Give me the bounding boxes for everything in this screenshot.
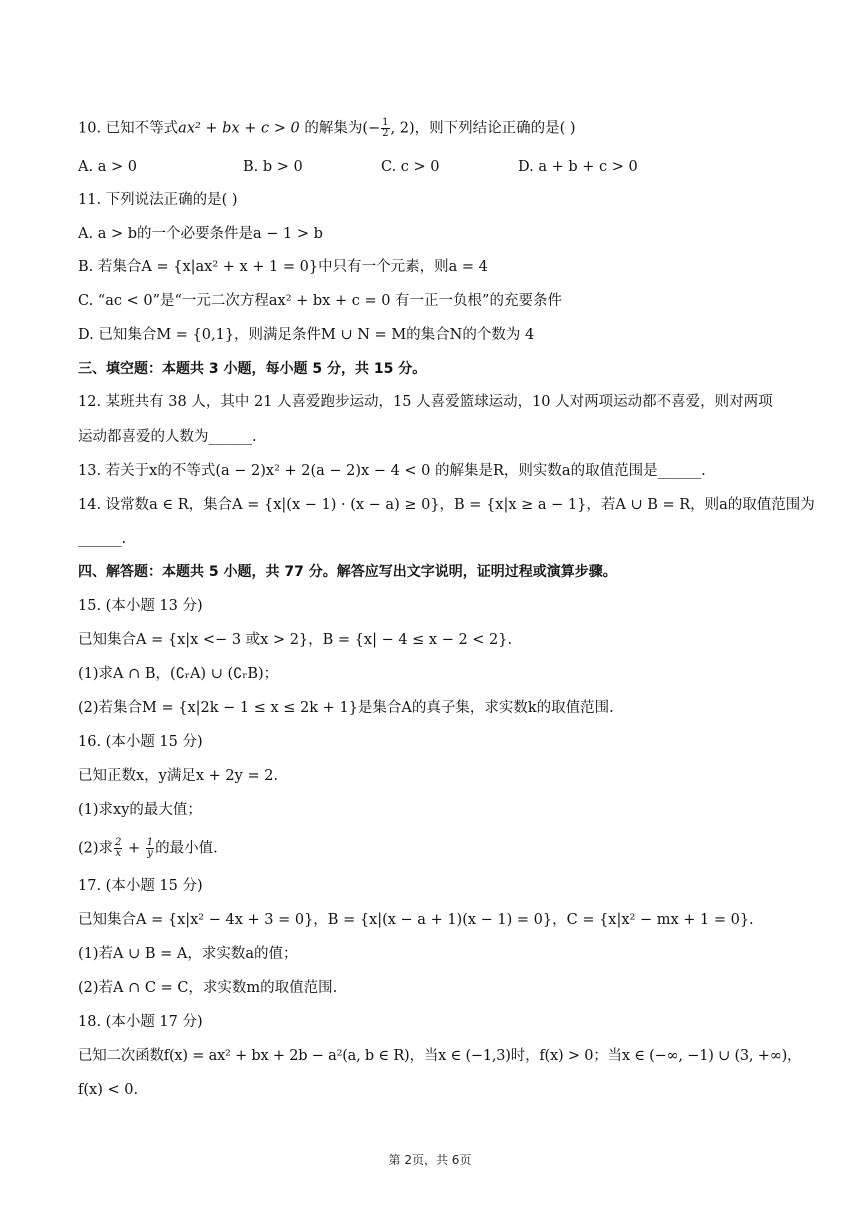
page-footer: 第 2页，共 6页	[388, 1153, 472, 1167]
q16-fraction-1-denominator: x	[115, 848, 122, 859]
q10-stem-expression: ax² + bx + c > 0	[178, 120, 300, 137]
q16-fraction-1-numerator: 2	[115, 837, 122, 848]
q16-heading: 16. (本小题 15 分)	[78, 734, 203, 750]
q14-line-2: ______.	[78, 531, 127, 547]
q12-line-2: 运动都喜爱的人数为______.	[78, 429, 257, 445]
q17-line-3: (2)若A ∩ C = C，求实数m的取值范围.	[78, 980, 338, 996]
q11-option-a: A. a > b的一个必要条件是a − 1 > b	[78, 226, 323, 242]
section-solution-heading: 四、解答题：本题共 5 小题，共 77 分。解答应写出文字说明，证明过程或演算步骤。	[78, 564, 617, 580]
q10-option-d: D. a + b + c > 0	[518, 159, 638, 175]
q16-fraction-2-numerator: 1	[146, 837, 154, 848]
q15-line-1: 已知集合A = {x|x <− 3 或x > 2}，B = {x| − 4 ≤ x − 2 < 2}.	[78, 632, 513, 648]
q15-line-3: (2)若集合M = {x|2k − 1 ≤ x ≤ 2k + 1}是集合A的真子集，求实数k的取值范围.	[78, 700, 614, 716]
q11-option-b: B. 若集合A = {x|ax² + x + 1 = 0}中只有一个元素，则a = 4	[78, 259, 488, 275]
q12-line-1: 12. 某班共有 38 人，其中 21 人喜爱跑步运动，15 人喜爱篮球运动，10 人对两项运动都不喜爱，则对两项	[78, 394, 773, 410]
q10-stem-text-a: 10. 已知不等式	[78, 120, 179, 137]
q16-fraction-2-denominator: y	[147, 848, 153, 859]
q18-line-1: 已知二次函数f(x) = ax² + bx + 2b − a²(a, b ∈ R)，当x ∈ (−1,3)时，f(x) > 0；当x ∈ (−∞, −1) ∪ (3, +∞)，	[78, 1048, 802, 1064]
q18-line-2: f(x) < 0.	[78, 1082, 139, 1098]
q16-fraction-1	[114, 838, 122, 859]
q11-option-c: C. “ac < 0”是“一元二次方程ax² + bx + c = 0 有一正一负根”的充要条件	[78, 293, 562, 309]
q13-line: 13. 若关于x的不等式(a − 2)x² + 2(a − 2)x − 4 < 0 的解集是R，则实数a的取值范围是______.	[78, 463, 706, 479]
q10-stem-text-c: , 2)，则下列结论正确的是( )	[390, 120, 576, 137]
q10-option-b: B. b > 0	[243, 159, 303, 175]
q10-stem: 10. 已知不等式ax² + bx + c > 0 的解集为(− $\frac{1}{2}$ , 2)，则下列结论正确的是( )	[78, 117, 576, 139]
q17-line-2: (1)若A ∪ B = A，求实数a的值；	[78, 946, 298, 962]
q17-heading: 17. (本小题 15 分)	[78, 878, 203, 894]
q15-line-2: (1)求A ∩ B，(∁ᵣA) ∪ (∁ᵣB)；	[78, 666, 279, 682]
q16-line-2: (1)求xy的最大值；	[78, 802, 202, 818]
q16-plus-sign: +	[123, 840, 145, 857]
section-fill-in-heading: 三、填空题：本题共 3 小题，每小题 5 分，共 15 分。	[78, 361, 427, 377]
q16-line-3-prefix: (2)求	[78, 840, 114, 857]
q15-heading: 15. (本小题 13 分)	[78, 598, 203, 614]
q10-option-a: A. a > 0	[78, 159, 137, 175]
q17-line-1: 已知集合A = {x|x² − 4x + 3 = 0}，B = {x|(x − a + 1)(x − 1) = 0}，C = {x|x² − mx + 1 = 0}.	[78, 912, 754, 928]
q10-fraction-denominator: 2	[382, 128, 389, 139]
q16-line-1: 已知正数x，y满足x + 2y = 2.	[78, 768, 279, 784]
q16-line-3-suffix: 的最小值.	[155, 840, 218, 857]
q14-line-1: 14. 设常数a ∈ R，集合A = {x|(x − 1) · (x − a) ≥ 0}，B = {x|x ≥ a − 1}，若A ∪ B = R，则a的取值范围为	[78, 497, 815, 513]
q11-stem: 11. 下列说法正确的是( )	[78, 192, 238, 208]
q11-option-d: D. 已知集合M = {0,1}，则满足条件M ∪ N = M的集合N的个数为 4	[78, 327, 535, 343]
q16-fraction-2	[146, 838, 154, 859]
q18-heading: 18. (本小题 17 分)	[78, 1014, 203, 1030]
q10-fraction-numerator: 1	[382, 117, 389, 128]
q10-stem-text-b: 的解集为(	[299, 120, 368, 137]
q10-option-c: C. c > 0	[381, 159, 440, 175]
q16-line-3	[78, 838, 800, 859]
q10-fraction	[381, 118, 389, 139]
